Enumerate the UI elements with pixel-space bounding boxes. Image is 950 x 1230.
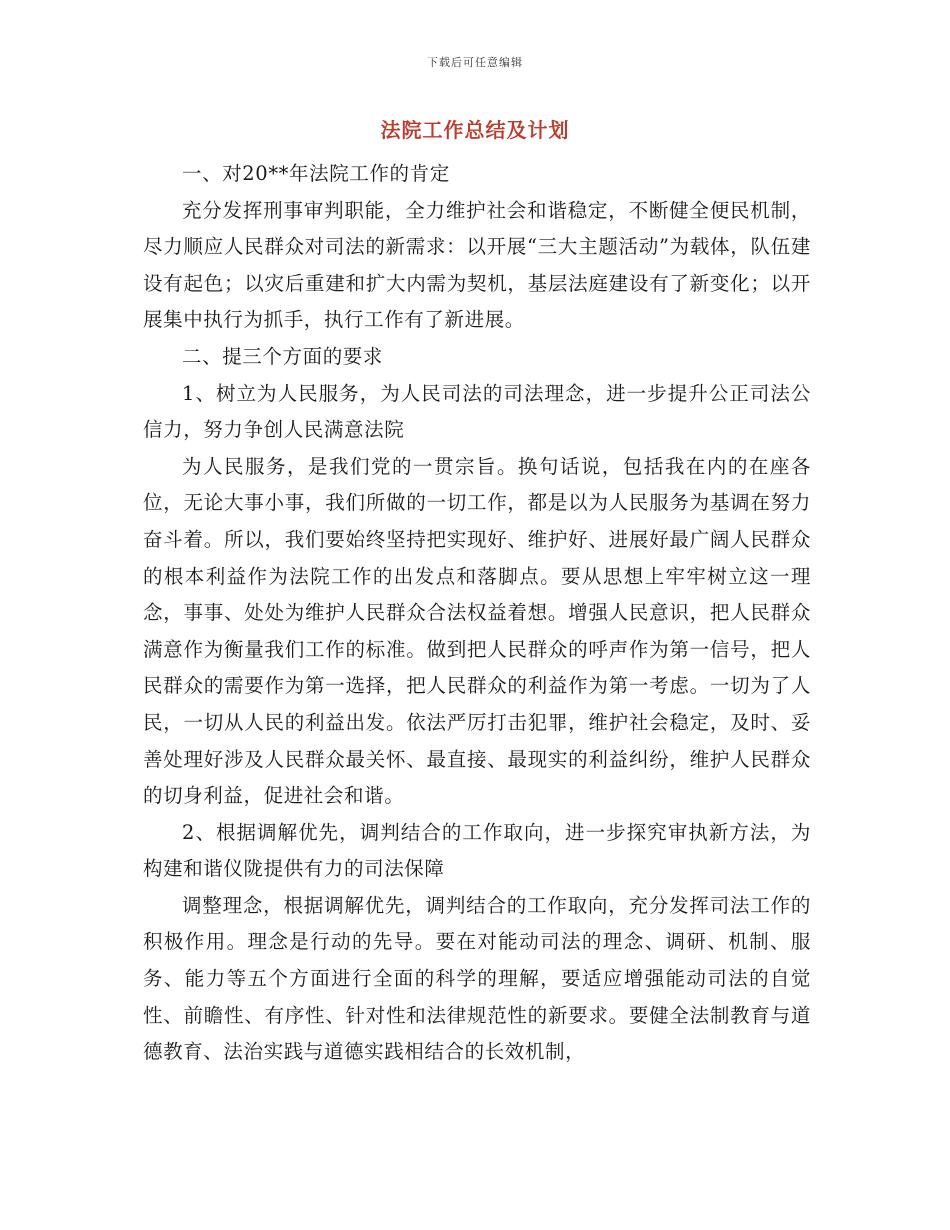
subheading-1: 1、树立为人民服务，为人民司法的司法理念，进一步提升公正司法公信力，努力争创人民满意法院 [143, 381, 811, 442]
section-heading-1: 一、对20**年法院工作的肯定 [182, 162, 450, 185]
paragraph-affirmation: 充分发挥刑事审判职能，全力维护社会和谐稳定，不断健全便民机制，尽力顺应人民群众对司法的新需求：以开展“三大主题活动”为载体，队伍建设有起色；以灾后重建和扩大内需为契机，基层法庭建设有了新变化；以开展集中执行为抓手，执行工作有了新进展。 [143, 198, 811, 332]
document-title: 法院工作总结及计划 [380, 118, 570, 142]
subheading-2: 2、根据调解优先，调判结合的工作取向，进一步探究审执新方法，为构建和谐仪陇提供有力的司法保障 [143, 820, 811, 881]
section-heading-2: 二、提三个方面的要求 [182, 344, 384, 368]
document-body [143, 156, 811, 1071]
paragraph-mediation: 调整理念，根据调解优先，调判结合的工作取向，充分发挥司法工作的积极作用。理念是行动的先导。要在对能动司法的理念、调研、机制、服务、能力等五个方面进行全面的科学的理解，要适应增强能动司法的自觉性、前瞻性、有序性、针对性和法律规范性的新要求。要健全法制教育与道德教育、法治实践与道德实践相结合的长效机制， [143, 893, 811, 1064]
paragraph-serve-people: 为人民服务，是我们党的一贯宗旨。换句话说，包括我在内的在座各位，无论大事小事，我们所做的一切工作，都是以为人民服务为基调在努力奋斗着。所以，我们要始终坚持把实现好、维护好、进展好最广阔人民群众的根本利益作为法院工作的出发点和落脚点。要从思想上牢牢树立这一理念，事事、处处为维护人民群众合法权益着想。增强人民意识，把人民群众满意作为衡量我们工作的标准。做到把人民群众的呼声作为第一信号，把人民群众的需要作为第一选择，把人民群众的利益作为第一考虑。一切为了人民，一切从人民的利益出发。依法严厉打击犯罪，维护社会稳定，及时、妥善处理好涉及人民群众最关怀、最直接、最现实的利益纠纷，维护人民群众的切身利益，促进社会和谐。 [143, 454, 811, 808]
page-header-note: 下载后可任意编辑 [427, 56, 523, 69]
